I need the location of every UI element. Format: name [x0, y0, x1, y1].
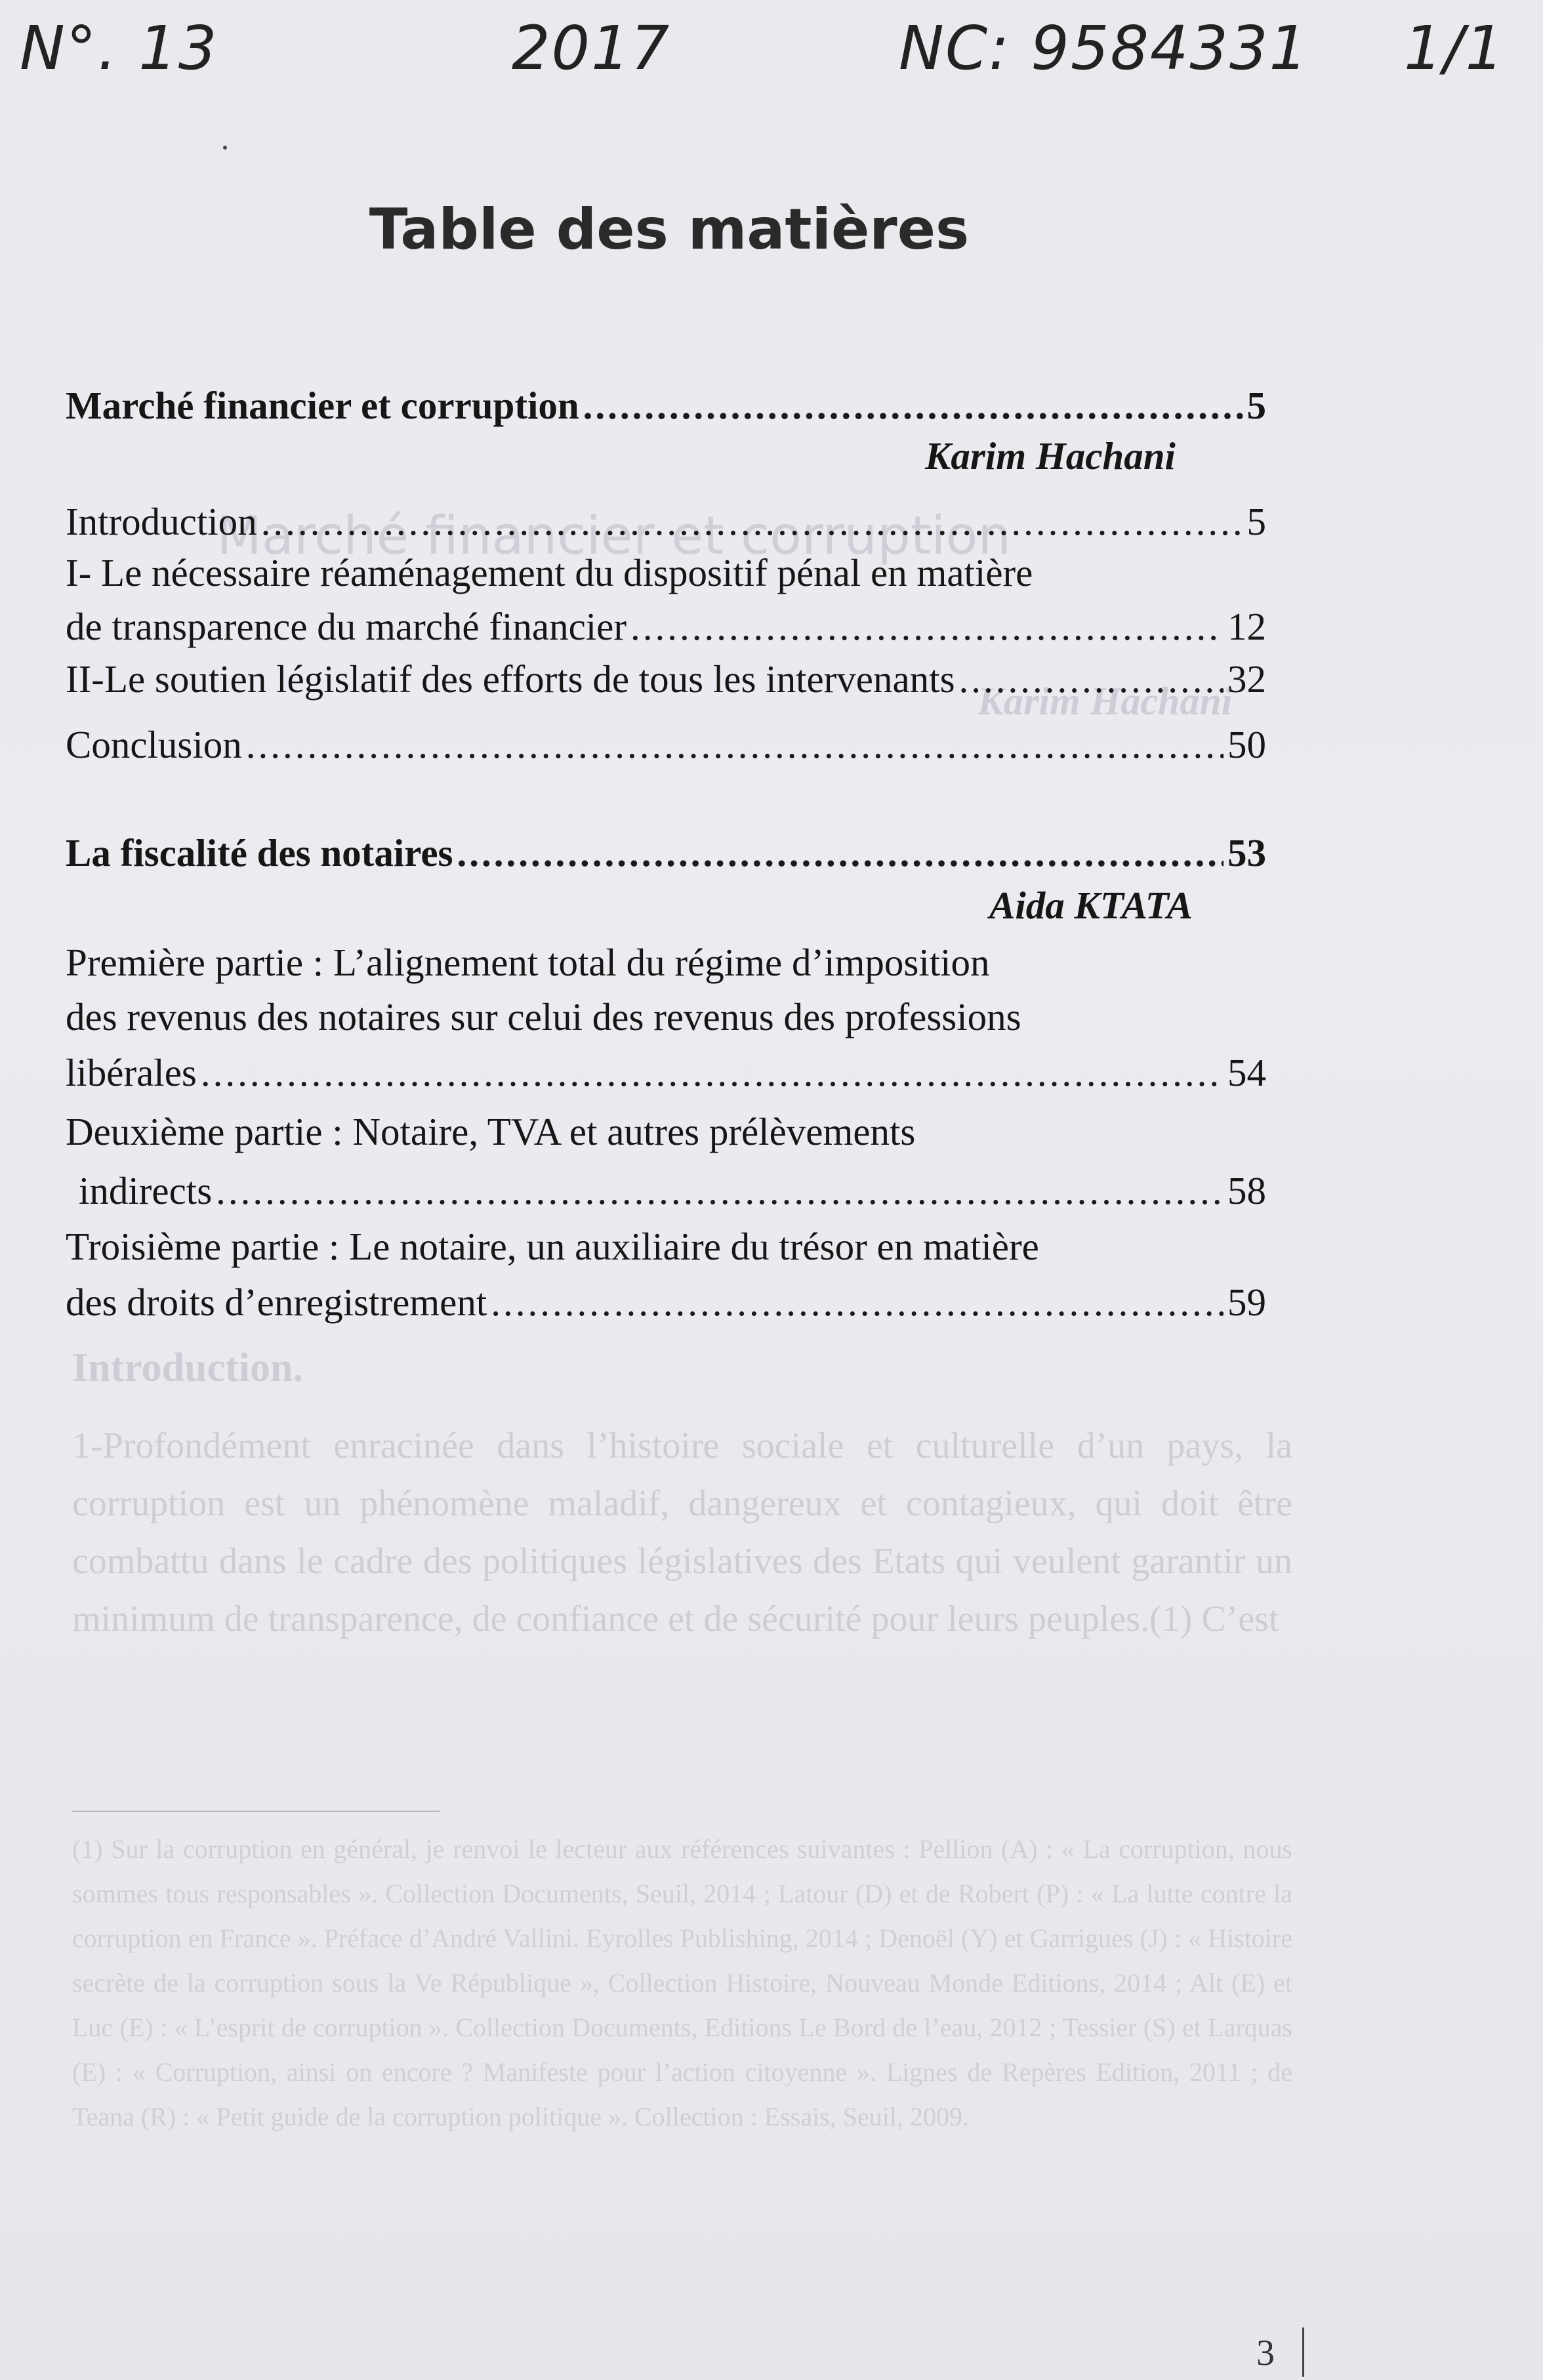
- toc-entry: [66, 499, 1266, 544]
- toc-author: Karim Hachani: [925, 434, 1176, 478]
- toc-entry-text: Troisième partie : Le notaire, un auxiliaire du trésor en matière: [66, 1225, 1039, 1268]
- toc-page-number: 12: [1227, 605, 1266, 648]
- toc-author: Aida KTATA: [989, 884, 1193, 927]
- bleed-intro-text: 1-Profondément enracinée dans l’histoire sociale et culturelle d’un pays, la corruption est un phénomène maladif, dangereux et contagieux, qui doit être combattu dans le cadre des politiques législatives des Etats qui veulent garantir un minimum de transparence, de confiance et de sécurité pour leurs peuples.(1) C’est: [72, 1426, 1292, 1639]
- toc-entry: [66, 1279, 1266, 1325]
- toc-entry: [66, 604, 1266, 649]
- bleed-footnote-rule: [72, 1811, 440, 1812]
- ink-speck: [223, 146, 227, 150]
- toc-page-number: 53: [1227, 831, 1266, 874]
- toc-entry-text: II-Le soutien législatif des efforts de tous les intervenants: [66, 657, 955, 701]
- toc-page-number: 58: [1227, 1169, 1266, 1212]
- toc-page-number: 5: [1246, 500, 1266, 543]
- handwritten-fraction: 1/1: [1404, 13, 1506, 83]
- bleed-heading: Marché financier et corruption: [216, 505, 1012, 566]
- toc-page-number: 5: [1246, 384, 1266, 427]
- page-title: Table des matières: [369, 197, 970, 262]
- toc-entry: [66, 656, 1266, 702]
- toc-entry: [66, 722, 1266, 768]
- bleed-author: Karim Hachani: [977, 680, 1233, 723]
- toc-entry-text: Deuxième partie : Notaire, TVA et autres prélèvements: [66, 1110, 916, 1153]
- page-number: 3: [1256, 2333, 1275, 2373]
- toc-leader-dots: [246, 722, 1224, 768]
- toc-leader-dots: [457, 830, 1224, 876]
- toc-entry-text: Introduction: [66, 500, 257, 543]
- toc-entry-text: Première partie : L’alignement total du régime d’imposition: [66, 941, 990, 984]
- toc-leader-dots: [959, 656, 1224, 702]
- toc-entry-text: de transparence du marché financier: [66, 605, 627, 648]
- toc-leader-dots: [216, 1168, 1224, 1214]
- handwritten-year: 2017: [512, 13, 671, 83]
- toc-page-number: 32: [1227, 657, 1266, 701]
- page-number-bar: [1302, 2328, 1304, 2377]
- handwritten-number: N°. 13: [20, 13, 218, 83]
- toc-entry-text: des droits d’enregistrement: [66, 1281, 487, 1324]
- handwritten-reference: NC: 9584331: [899, 13, 1309, 83]
- bleed-intro-heading: Introduction.: [72, 1345, 303, 1390]
- toc-page-number: 50: [1227, 723, 1266, 766]
- toc-leader-dots: [261, 499, 1243, 544]
- toc-entry-text: des revenus des notaires sur celui des revenus des professions: [66, 995, 1021, 1038]
- toc-section-heading: [66, 382, 1266, 428]
- toc-section-heading: [66, 830, 1266, 876]
- toc-leader-dots: [630, 604, 1224, 649]
- toc-page-number: 54: [1227, 1051, 1266, 1094]
- toc-heading-text: Marché financier et corruption: [66, 384, 579, 427]
- toc-heading-text: La fiscalité des notaires: [66, 831, 453, 874]
- bleed-footnote: (1) Sur la corruption en général, je renvoi le lecteur aux références suivantes : Pellion (A) : « La corruption, nous sommes tous responsables ». Collection Documents, Seuil, 2014 ; Latour (D) et de Robert (P) : « La lutte contre la corruption en France ». Préface d’André Vallini. Eyrolles Publishing, 2014 ; Denoël (Y) et Garrigues (J) : « Histoire secrète de la corruption sous la Ve République », Collection Histoire, Nouveau Monde Editions, 2014 ; Alt (E) et Luc (E) : « L’esprit de corruption ». Collection Documents, Editions Le Bord de l’eau, 2012 ; Tessier (S) et Larquas (E) : « Corruption, ainsi on encore ? Manifeste pour l’action citoyenne ». Lignes de Repères Edition, 2011 ; de Teana (R) : « Petit guide de la corruption politique ». Collection : Essais, Seuil, 2009.: [72, 1834, 1292, 2131]
- toc-entry: [66, 1050, 1266, 1096]
- toc-leader-dots: [201, 1050, 1224, 1096]
- toc-leader-dots: [491, 1279, 1224, 1325]
- toc-entry-text: I- Le nécessaire réaménagement du dispositif pénal en matière: [66, 551, 1033, 594]
- toc-page-number: 59: [1227, 1281, 1266, 1324]
- toc-entry-text: Conclusion: [66, 723, 242, 766]
- toc-entry-text: indirects: [79, 1169, 213, 1212]
- toc-leader-dots: [583, 382, 1243, 428]
- toc-entry: [79, 1168, 1266, 1214]
- toc-entry-text: libérales: [66, 1051, 197, 1094]
